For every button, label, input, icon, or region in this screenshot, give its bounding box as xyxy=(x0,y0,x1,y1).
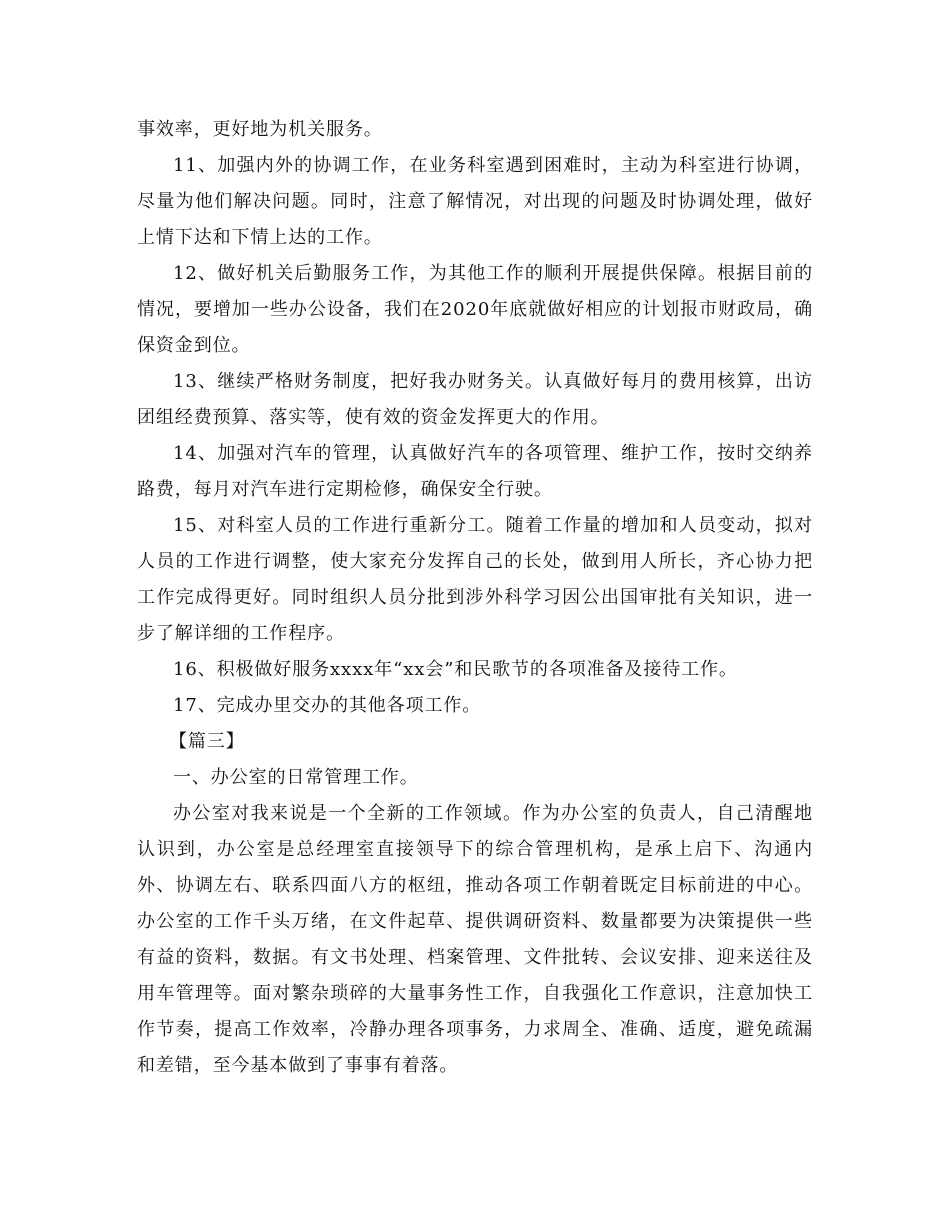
paragraph-item-14: 14、加强对汽车的管理，认真做好汽车的各项管理、维护工作，按时交纳养路费，每月对汽车进行定期检修，确保安全行驶。 xyxy=(137,443,813,500)
paragraph-item-15: 15、对科室人员的工作进行重新分工。随着工作量的增加和人员变动，拟对人员的工作进行调整，使大家充分发挥自己的长处，做到用人所长，齐心协力把工作完成得更好。同时组织人员分批到涉外科学习因公出国审批有关知识，进一步了解详细的工作程序。 xyxy=(137,515,813,644)
paragraph-item-11: 11、加强内外的协调工作，在业务科室遇到困难时，主动为科室进行协调，尽量为他们解决问题。同时，注意了解情况，对出现的问题及时协调处理，做好上情下达和下情上达的工作。 xyxy=(137,155,813,248)
paragraph-office-description: 办公室对我来说是一个全新的工作领域。作为办公室的负责人，自己清醒地认识到，办公室是总经理室直接领导下的综合管理机构，是承上启下、沟通内外、协调左右、联系四面八方的枢纽，推动各项工作朝着既定目标前进的中心。办公室的工作千头万绪，在文件起草、提供调研资料、数量都要为决策提供一些有益的资料，数据。有文书处理、档案管理、文件批转、会议安排、迎来送往及用车管理等。面对繁杂琐碎的大量事务性工作，自我强化工作意识，注意加快工作节奏，提高工作效率，冷静办理各项事务，力求周全、准确、适度，避免疏漏和差错，至今基本做到了事事有着落。 xyxy=(137,803,813,1076)
subsection-heading: 一、办公室的日常管理工作。 xyxy=(173,767,419,788)
paragraph-item-17: 17、完成办里交办的其他各项工作。 xyxy=(173,695,482,716)
paragraph-item-16: 16、积极做好服务xxxx年“xx会”和民歌节的各项准备及接待工作。 xyxy=(173,659,738,680)
paragraph-continuation: 事效率，更好地为机关服务。 xyxy=(137,119,383,140)
paragraph-item-12: 12、做好机关后勤服务工作，为其他工作的顺利开展提供保障。根据目前的情况，要增加一些办公设备，我们在2020年底就做好相应的计划报市财政局，确保资金到位。 xyxy=(137,263,813,356)
section-heading: 【篇三】 xyxy=(169,731,245,752)
paragraph-item-13: 13、继续严格财务制度，把好我办财务关。认真做好每月的费用核算，出访团组经费预算、落实等，使有效的资金发挥更大的作用。 xyxy=(137,371,813,428)
document-body xyxy=(137,112,813,1084)
